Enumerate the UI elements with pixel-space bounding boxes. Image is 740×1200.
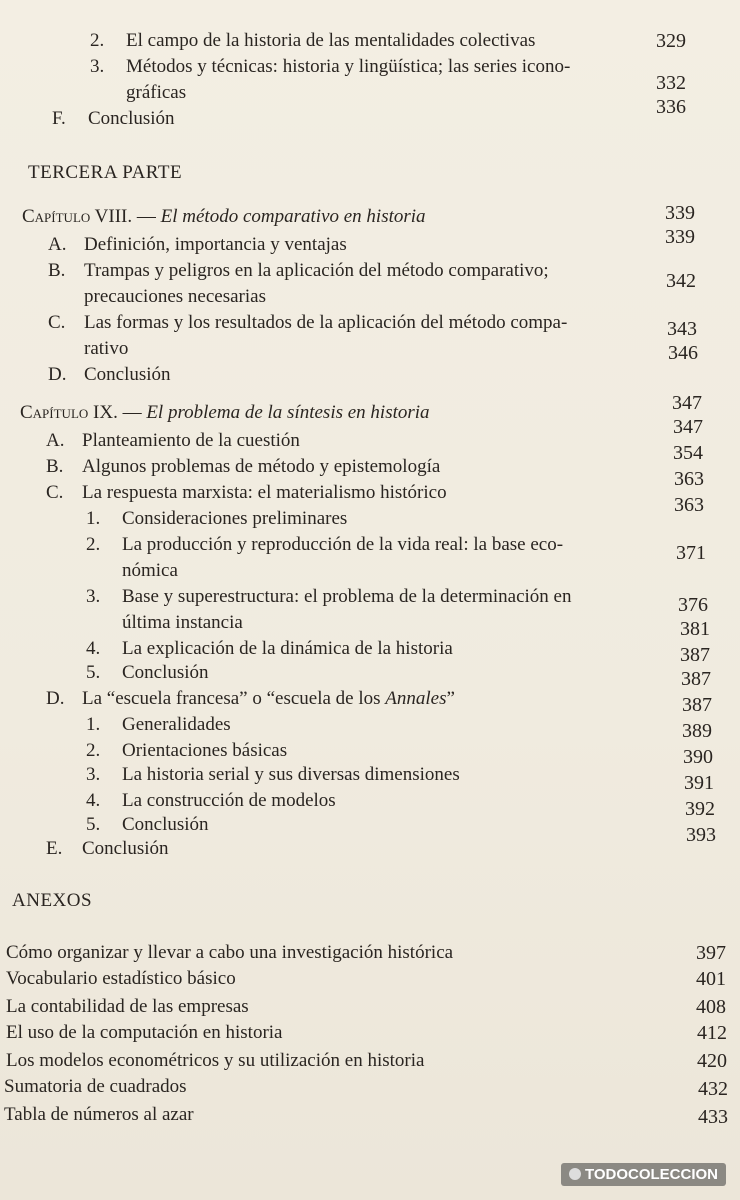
toc-entry: rativo: [84, 338, 129, 359]
toc-entry: Los modelos econométricos y su utilización en historia: [6, 1050, 425, 1071]
toc-entry: D. La “escuela francesa” o “escuela de los Annales”: [46, 688, 455, 709]
page-number: 389: [682, 720, 712, 742]
toc-entry: 3. Métodos y técnicas: historia y lingüística; las series icono-: [90, 56, 571, 77]
toc-entry: 3. La historia serial y sus diversas dimensiones: [86, 764, 460, 785]
page-number: 329: [656, 30, 686, 52]
toc-entry: F. Conclusión: [52, 108, 175, 129]
toc-entry: Sumatoria de cuadrados: [4, 1076, 187, 1097]
page-number: 347: [673, 416, 703, 438]
page-number: 387: [681, 668, 711, 690]
page-number: 401: [696, 968, 726, 990]
toc-entry: D. Conclusión: [48, 364, 171, 385]
logo-icon: [569, 1168, 581, 1180]
page-number: 343: [667, 318, 697, 340]
toc-entry: última instancia: [122, 612, 243, 633]
toc-entry: C. Las formas y los resultados de la aplicación del método compa-: [48, 312, 568, 333]
toc-entry: 4. La construcción de modelos: [86, 790, 336, 811]
toc-entry: Vocabulario estadístico básico: [6, 968, 236, 989]
annex-title: ANEXOS: [12, 890, 93, 911]
toc-entry: C. La respuesta marxista: el materialismo histórico: [46, 482, 447, 503]
toc-entry: 1. Consideraciones preliminares: [86, 508, 348, 529]
toc-entry: La contabilidad de las empresas: [6, 996, 249, 1017]
toc-entry: El uso de la computación en historia: [6, 1022, 283, 1043]
toc-entry: nómica: [122, 560, 178, 581]
toc-entry: B. Algunos problemas de método y epistemología: [46, 456, 441, 477]
chapter-heading: Capítulo VIII. — El método comparativo en historia: [22, 206, 426, 227]
page-number: 332: [656, 72, 686, 94]
page-number: 371: [676, 542, 706, 564]
toc-entry: E. Conclusión: [46, 838, 169, 859]
toc-entry: 4. La explicación de la dinámica de la historia: [86, 638, 453, 659]
page-number: 339: [665, 226, 695, 248]
toc-entry: B. Trampas y peligros en la aplicación del método comparativo;: [48, 260, 549, 281]
page-number: 412: [697, 1022, 727, 1044]
toc-entry: A. Definición, importancia y ventajas: [48, 234, 347, 255]
page-number: 354: [673, 442, 703, 464]
toc-entry: 2. La producción y reproducción de la vida real: la base eco-: [86, 534, 564, 555]
page-number: 392: [685, 798, 715, 820]
toc-entry: 3. Base y superestructura: el problema de la determinación en: [86, 586, 572, 607]
page-number: 336: [656, 96, 686, 118]
page-number: 342: [666, 270, 696, 292]
page-number: 420: [697, 1050, 727, 1072]
page-number: 432: [698, 1078, 728, 1100]
page-number: 346: [668, 342, 698, 364]
page-number: 347: [672, 392, 702, 414]
page-number: 376: [678, 594, 708, 616]
toc-entry: 1. Generalidades: [86, 714, 231, 735]
toc-entry: precauciones necesarias: [84, 286, 266, 307]
toc-entry: Cómo organizar y llevar a cabo una investigación histórica: [6, 942, 454, 963]
chapter-heading: Capítulo IX. — El problema de la síntesis en historia: [20, 402, 430, 423]
page-number: 339: [665, 202, 695, 224]
page-number: 408: [696, 996, 726, 1018]
toc-entry: 2. El campo de la historia de las mentalidades colectivas: [90, 30, 536, 51]
page-number: 390: [683, 746, 713, 768]
page-number: 387: [680, 644, 710, 666]
toc-entry: 5. Conclusión: [86, 662, 209, 683]
page-number: 381: [680, 618, 710, 640]
page-number: 393: [686, 824, 716, 846]
page-number: 391: [684, 772, 714, 794]
page-number: 363: [674, 468, 704, 490]
page-number: 397: [696, 942, 726, 964]
toc-entry: Tabla de números al azar: [4, 1104, 194, 1125]
toc-entry: gráficas: [126, 82, 187, 103]
toc-entry: A. Planteamiento de la cuestión: [46, 430, 300, 451]
page-number: 363: [674, 494, 704, 516]
toc-entry: 2. Orientaciones básicas: [86, 740, 288, 761]
page-number: 387: [682, 694, 712, 716]
page-number: 433: [698, 1106, 728, 1128]
watermark-logo: TODOCOLECCION: [561, 1163, 726, 1186]
toc-entry: 5. Conclusión: [86, 814, 209, 835]
part-title: TERCERA PARTE: [28, 162, 183, 183]
